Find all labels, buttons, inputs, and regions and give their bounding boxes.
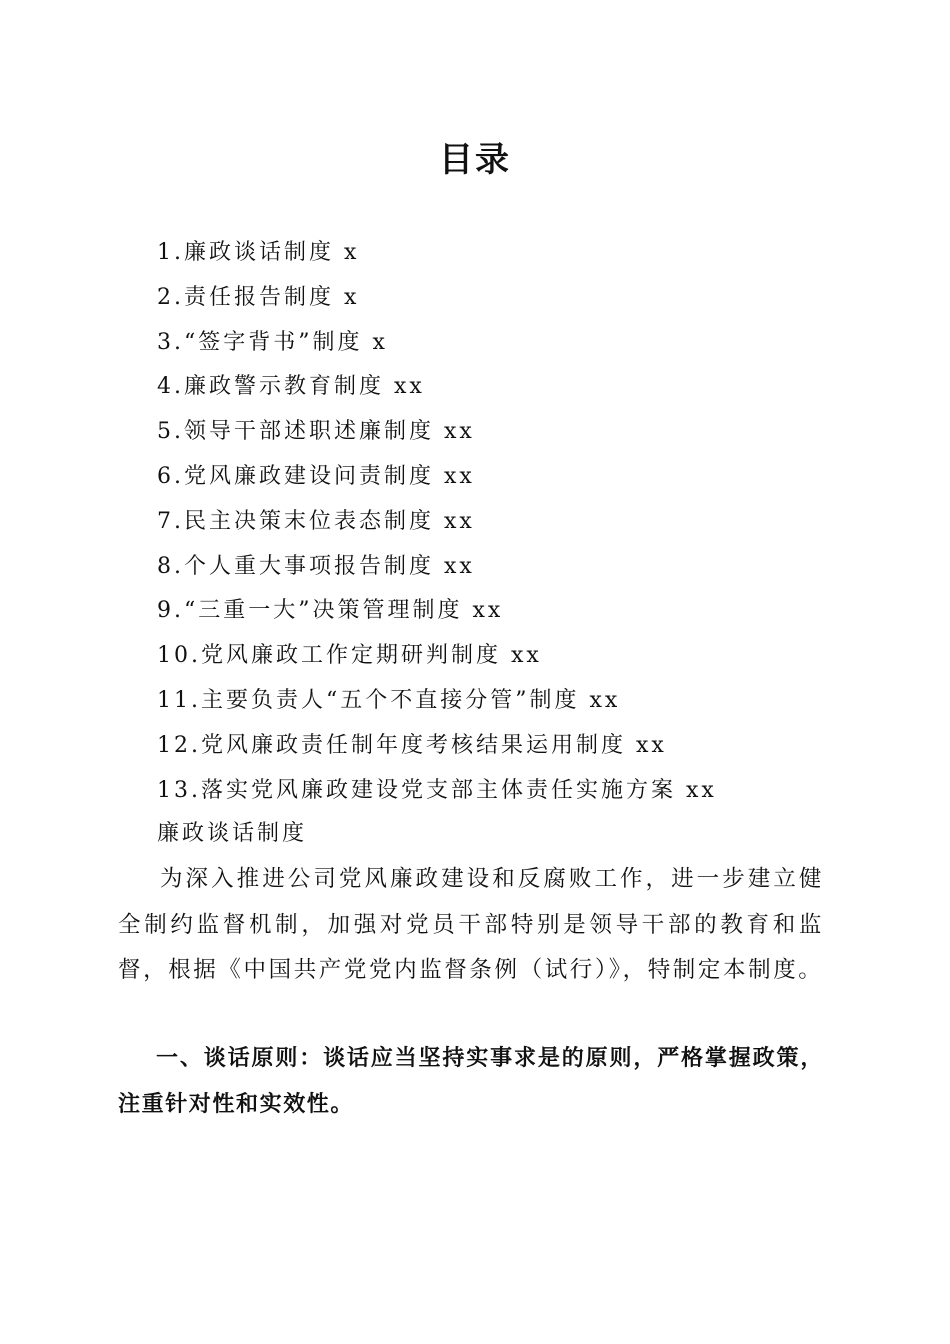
toc-item: 10.党风廉政工作定期研判制度 xx xyxy=(157,643,542,669)
body-paragraph: 为深入推进公司党风廉政建设和反腐败工作，进一步建立健全制约监督机制，加强对党员干部特别是领导干部的教育和监督，根据《中国共产党党内监督条例（试行）》，特制定本制度。 xyxy=(118,866,824,983)
toc-item: 5.领导干部述职述廉制度 xx xyxy=(157,419,475,445)
section-heading: 廉政谈话制度 xyxy=(157,821,308,846)
toc-item: 6.党风廉政建设问责制度 xx xyxy=(157,463,475,489)
toc-item: 4.廉政警示教育制度 xx xyxy=(157,374,425,400)
toc-item: 11.主要负责人“五个不直接分管”制度 xx xyxy=(157,687,621,713)
toc-item: 2.责任报告制度 x xyxy=(157,284,360,310)
toc-item: 8.个人重大事项报告制度 xx xyxy=(157,553,475,579)
toc-item: 13.落实党风廉政建设党支部主体责任实施方案 xx xyxy=(157,777,717,803)
toc-item: 12.党风廉政责任制年度考核结果运用制度 xx xyxy=(157,732,667,758)
table-of-contents xyxy=(157,231,857,813)
toc-item: 9.“三重一大”决策管理制度 xx xyxy=(157,598,504,624)
toc-item: 1.廉政谈话制度 x xyxy=(157,240,360,265)
toc-item: 7.民主决策末位表态制度 xx xyxy=(157,508,475,534)
page-title: 目录 xyxy=(439,140,511,180)
toc-item: 3.“签字背书”制度 x xyxy=(157,329,388,355)
bold-paragraph: 一、谈话原则：谈话应当坚持实事求是的原则，严格掌握政策，注重针对性和实效性。 xyxy=(118,1046,824,1117)
